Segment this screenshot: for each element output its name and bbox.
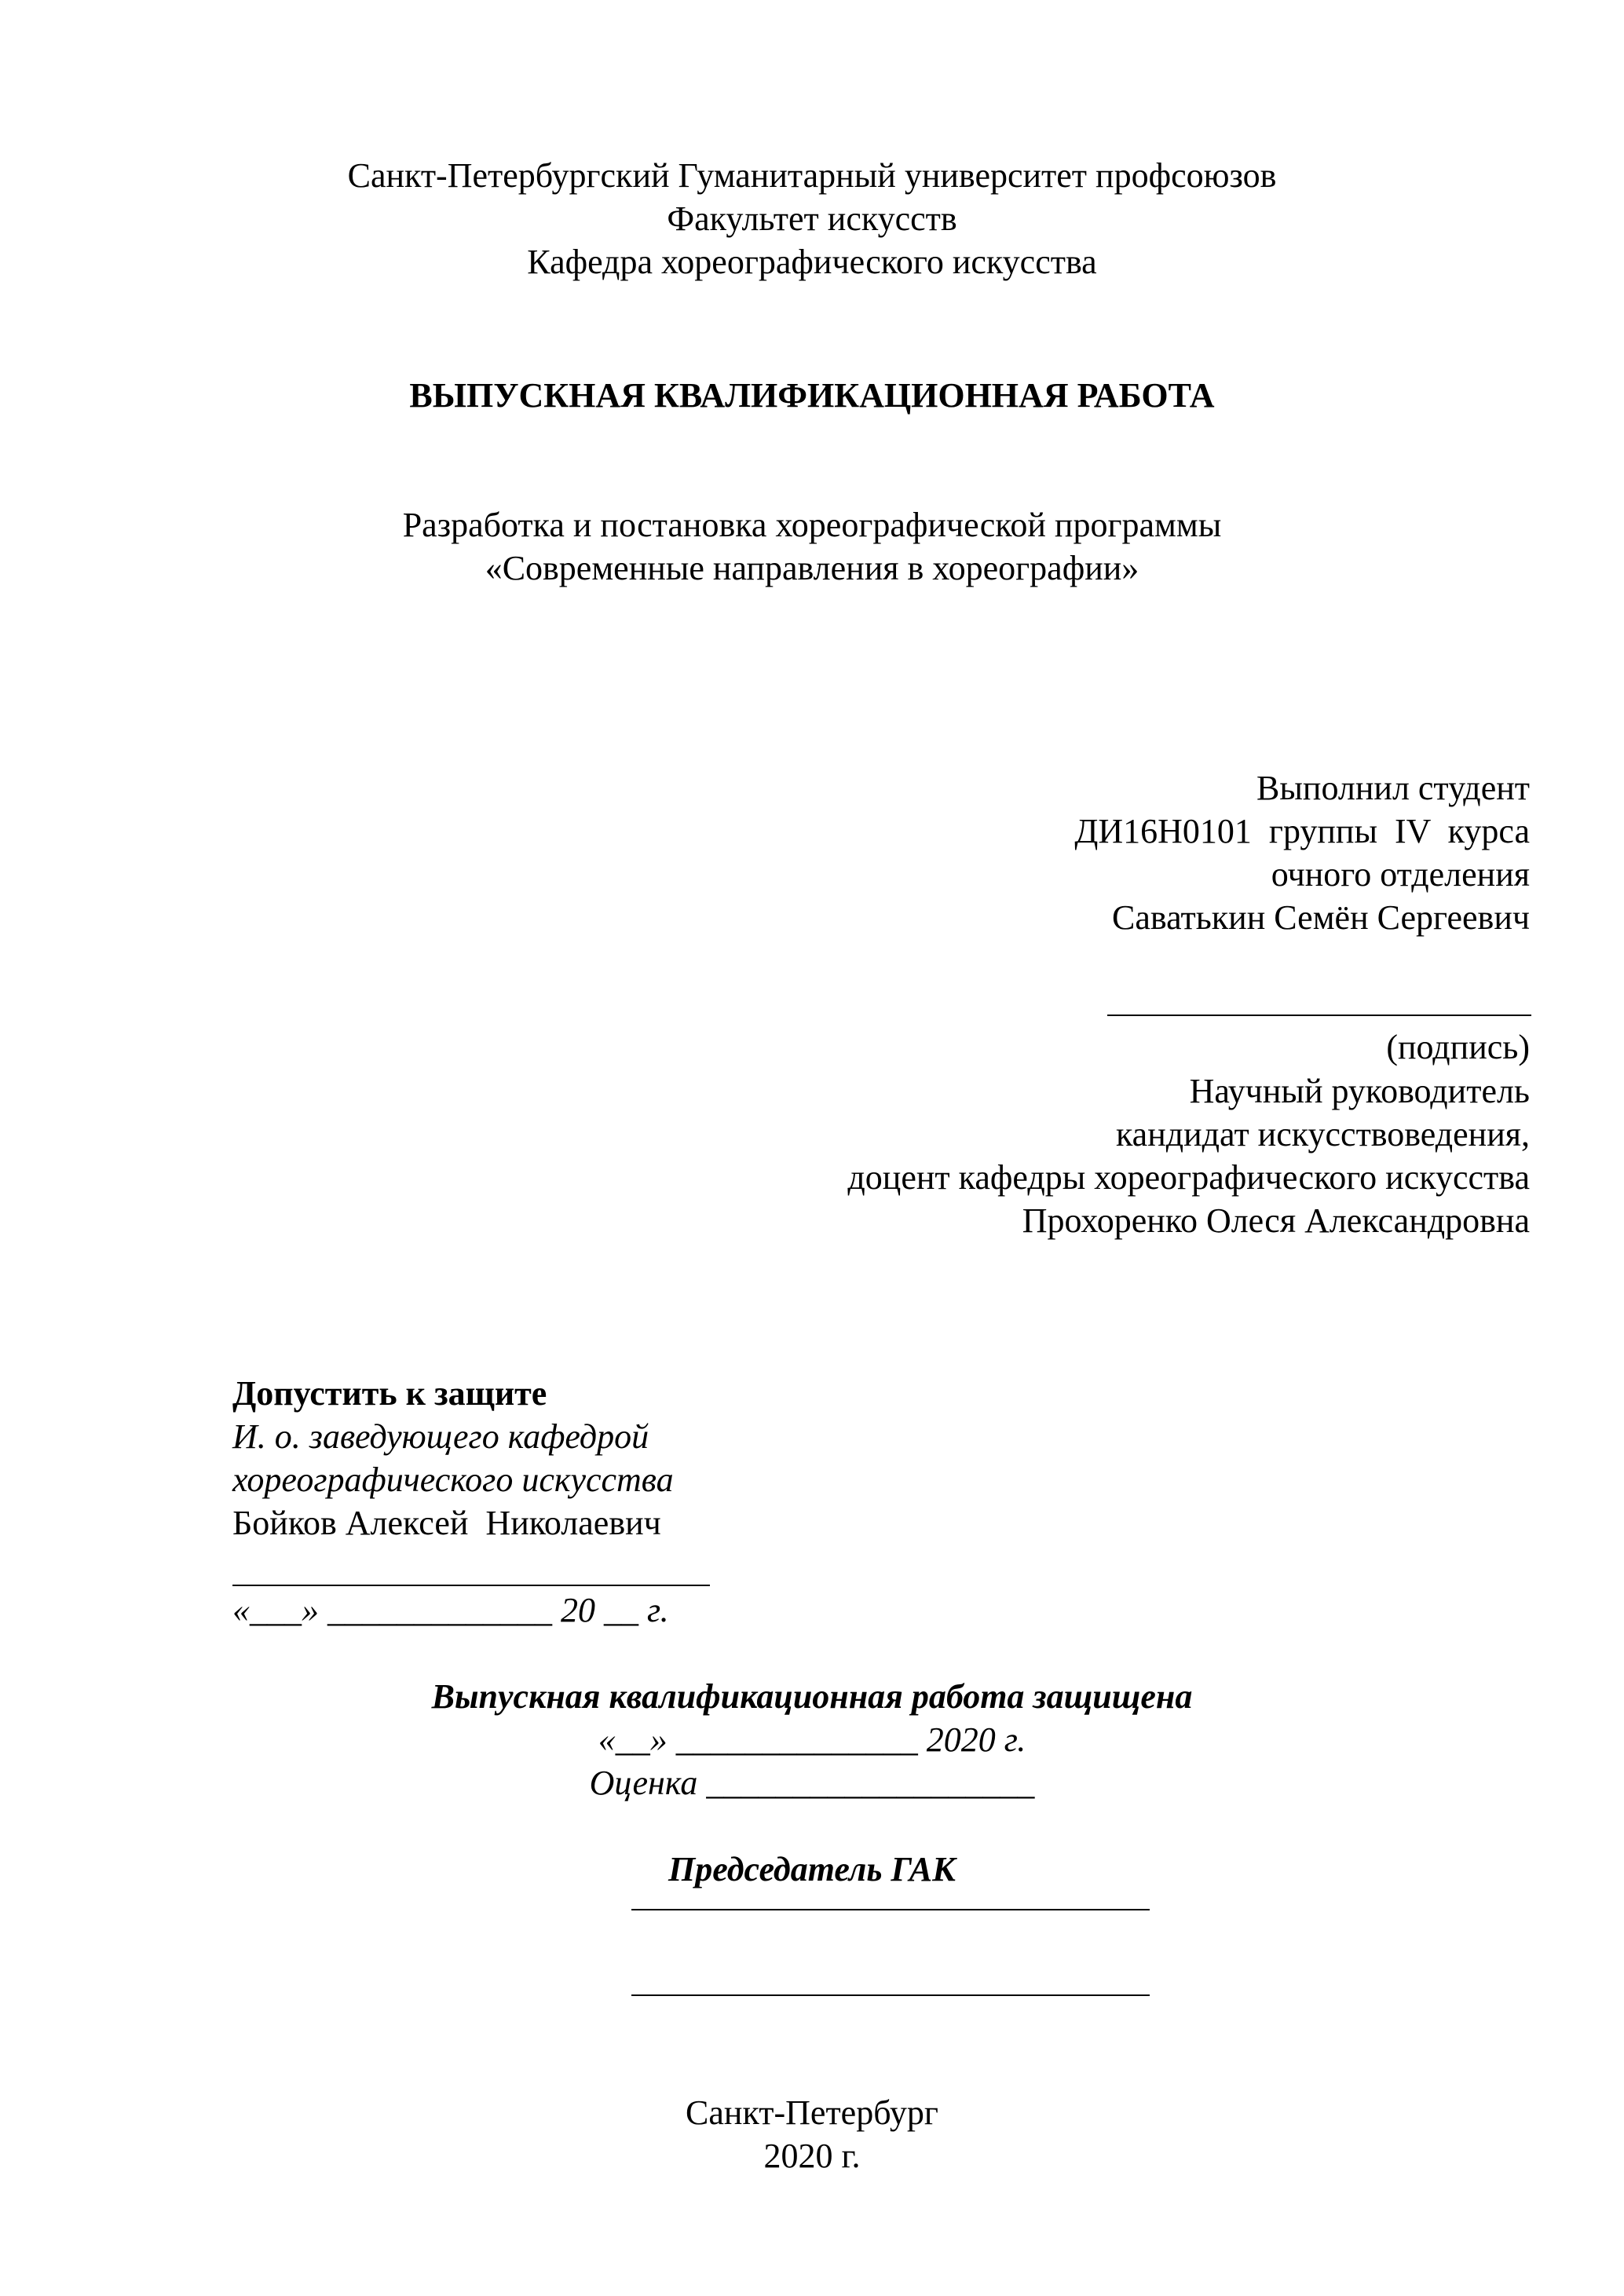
footer-year: 2020 г. [763, 2137, 861, 2175]
supervisor-name: Прохоренко Олеся Александровна [1022, 1201, 1530, 1240]
chair-signature-line-1 [631, 1909, 1150, 1910]
author-signature-line [1107, 1015, 1531, 1016]
defense-date-line: «__» ______________ 2020 г. [598, 1720, 1026, 1759]
admission-title: Допустить к защите [232, 1374, 547, 1413]
author-department: очного отделения [1271, 855, 1530, 894]
defense-grade-line: Оценка ___________________ [589, 1764, 1035, 1802]
faculty-name: Факультет искусств [667, 199, 957, 238]
topic-line-1: Разработка и постановка хореографической программы [402, 506, 1222, 544]
admission-role-1: И. о. заведующего кафедрой [232, 1417, 649, 1456]
author-name: Саватькин Семён Сергеевич [1112, 898, 1530, 937]
chair-title: Председатель ГАК [668, 1850, 956, 1888]
defense-title: Выпускная квалификационная работа защищена [431, 1677, 1193, 1716]
admission-name: Бойков Алексей Николаевич [232, 1504, 661, 1542]
admission-date-line: «___» _____________ 20 __ г. [232, 1591, 669, 1629]
supervisor-role: Научный руководитель [1189, 1072, 1530, 1110]
supervisor-degree: кандидат искусствоведения, [1115, 1115, 1530, 1153]
university-name: Санкт-Петербургский Гуманитарный университет профсоюзов [347, 156, 1277, 195]
signature-label: (подпись) [1386, 1028, 1530, 1066]
chair-signature-line-2 [631, 1994, 1150, 1996]
topic-line-2: «Современные направления в хореографии» [485, 549, 1139, 587]
footer-city: Санкт-Петербург [686, 2093, 938, 2132]
supervisor-position: доцент кафедры хореографического искусства [847, 1158, 1530, 1197]
author-label: Выполнил студент [1256, 769, 1530, 807]
author-group: ДИ16Н0101 группы IV курса [1074, 812, 1530, 850]
department-name: Кафедра хореографического искусства [527, 243, 1097, 281]
admission-signature-line [232, 1585, 710, 1586]
document-type-title: ВЫПУСКНАЯ КВАЛИФИКАЦИОННАЯ РАБОТА [409, 376, 1215, 415]
admission-role-2: хореографического искусства [232, 1461, 674, 1499]
